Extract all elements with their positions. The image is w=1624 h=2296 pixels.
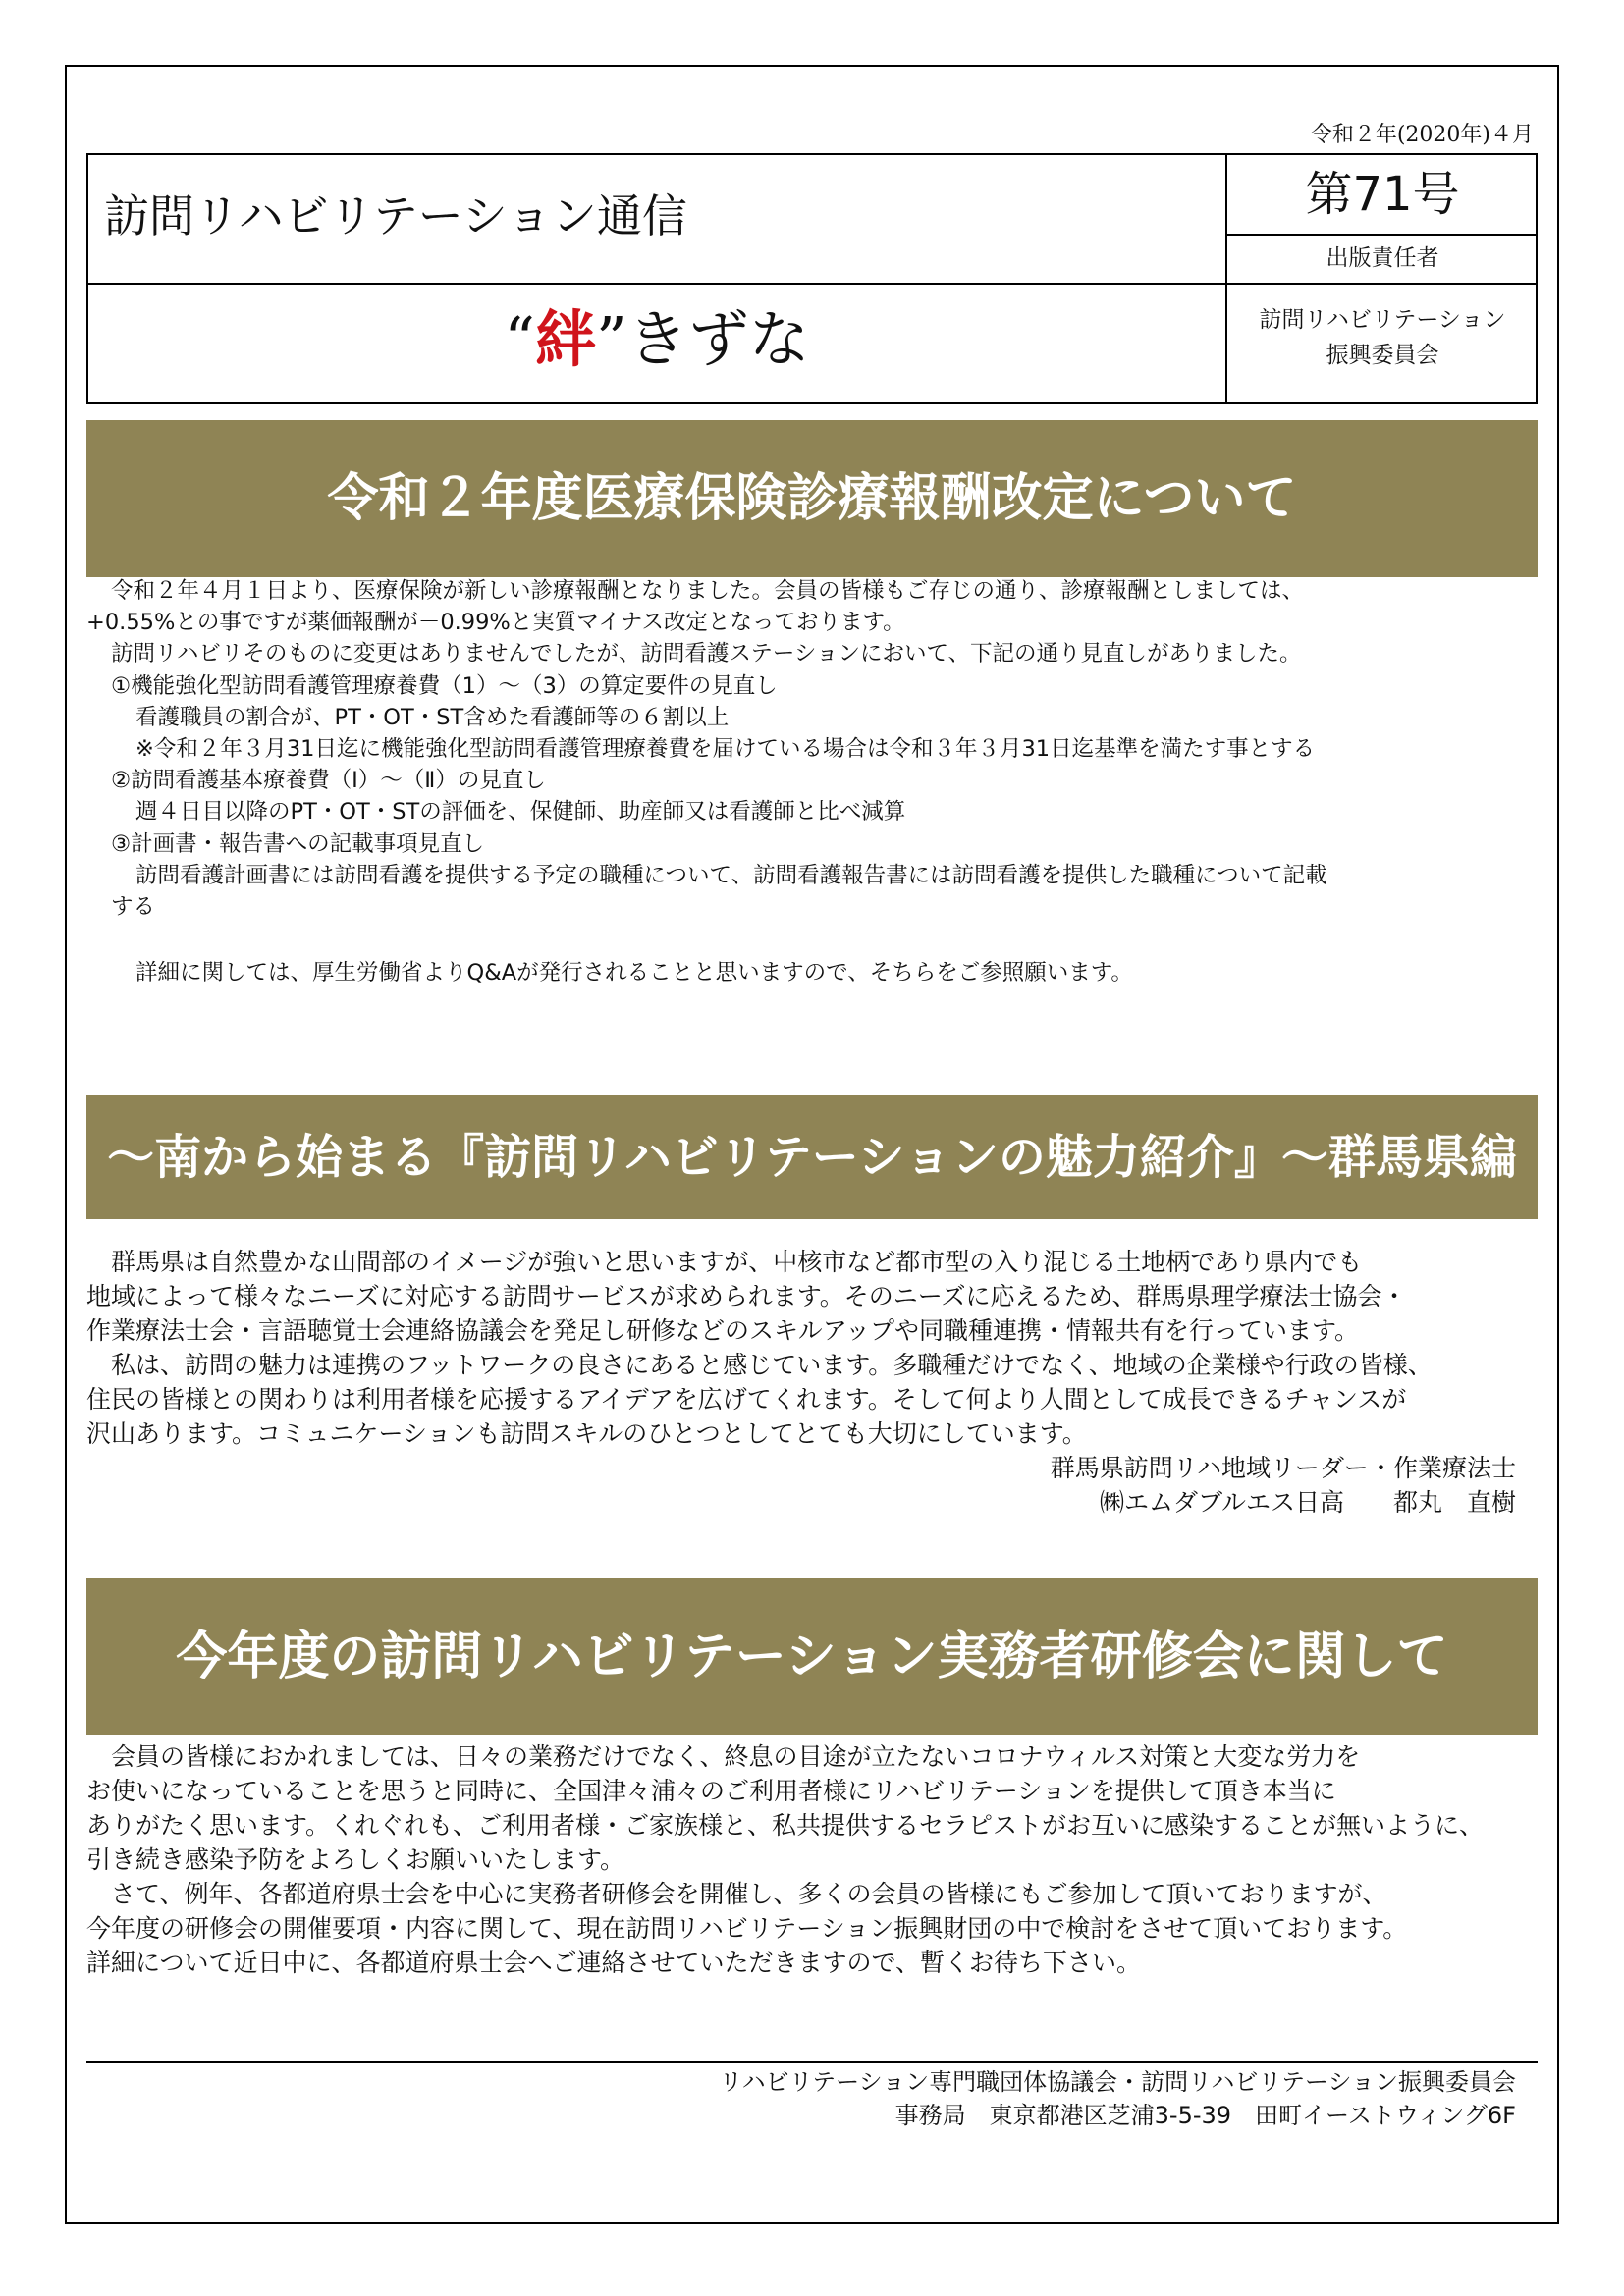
paragraph-line: +0.55%との事ですが薬価報酬が－0.99%と実質マイナス改定となっております。 — [86, 610, 905, 636]
section2-heading: ～南から始まる『訪問リハビリテーションの魅力紹介』～群馬県編 — [86, 1095, 1538, 1219]
spacer — [86, 923, 1538, 957]
list-item-note: ※令和２年３月31日迄に機能強化型訪問看護管理療養費を届けている場合は令和３年３月31日迄基準を満たす事とする — [135, 736, 1316, 763]
masthead — [86, 153, 1538, 404]
paragraph-line: ありがたく思います。くれぐれも、ご利用者様・ご家族様と、私共提供するセラピストがお互いに感染することが無いように、 — [86, 1811, 1485, 1840]
kizuna-logo — [88, 283, 1225, 404]
publisher-label: 出版責任者 — [1326, 245, 1439, 271]
paragraph-line: さて、例年、各都道府県士会を中心に実務者研修会を開催し、多くの会員の皆様にもご参加して頂いておりますが、 — [111, 1880, 1387, 1908]
list-item-detail: 看護職員の割合が、PT・OT・ST含めた看護師等の６割以上 — [135, 704, 730, 730]
section1-heading: 令和２年度医療保険診療報酬改定について — [86, 420, 1538, 577]
kizuna-open-quote: “ — [504, 303, 535, 375]
paragraph-line: 地域によって様々なニーズに対応する訪問サービスが求められます。そのニーズに応えるため、群馬県理学療法士協会・ — [86, 1282, 1407, 1310]
section3-heading: 今年度の訪問リハビリテーション実務者研修会に関して — [86, 1578, 1538, 1735]
list-item-detail: 週４日目以降のPT・OT・STの評価を、保健師、助産師又は看護師と比べ減算 — [135, 799, 906, 826]
publisher-line-2: 振興委員会 — [1326, 343, 1439, 368]
section2-body — [86, 1245, 1538, 1520]
paragraph-line: 住民の皆様との関わりは利用者様を応援するアイデアを広げてくれます。そして何より人間として成長できるチャンスが — [86, 1385, 1407, 1414]
footer-address: 事務局 東京都港区芝浦3-5-39 田町イーストウィング6F — [894, 2102, 1516, 2129]
paragraph-line: 沢山あります。コミュニケーションも訪問スキルのひとつとしてとても大切にしています。 — [86, 1419, 1087, 1448]
issue-date: 令和２年(2020年)４月 — [1310, 123, 1534, 147]
author-affiliation: 群馬県訪問リハ地域リーダー・作業療法士 — [1050, 1454, 1516, 1482]
paragraph-line: 群馬県は自然豊かな山間部のイメージが強いと思いますが、中核市など都市型の入り混じる土地柄であり県内でも — [111, 1248, 1363, 1276]
kizuna-kana: きずな — [626, 303, 810, 375]
publisher-line-1: 訪問リハビリテーション — [1259, 307, 1506, 333]
paragraph-line: 詳細について近日中に、各都道府県士会へご連絡させていただきますので、暫くお待ち下さい。 — [86, 1949, 1142, 1977]
publisher-name — [1227, 283, 1538, 404]
paragraph-line: 引き続き感染予防をよろしくお願いいたします。 — [86, 1845, 625, 1874]
paragraph-line: 作業療法士会・言語聴覚士会連絡協議会を発足し研修などのスキルアップや同職種連携・情報共有を行っています。 — [86, 1316, 1360, 1345]
paragraph-line: お使いになっていることを思うと同時に、全国津々浦々のご利用者様にリハビリテーションを提供して頂き本当に — [86, 1777, 1336, 1805]
paragraph-line: 令和２年４月１日より、医療保険が新しい診療報酬となりました。会員の皆様もご存じの通り、診療報酬としましては、 — [111, 578, 1305, 604]
paragraph-line: 今年度の研修会の開催要項・内容に関して、現在訪問リハビリテーション振興財団の中で検討をさせて頂いております。 — [86, 1914, 1408, 1943]
section3-body — [86, 1739, 1538, 1980]
list-item-detail: する — [111, 894, 156, 921]
list-item: ①機能強化型訪問看護管理療養費（1）～（3）の算定要件の見直し — [111, 672, 778, 699]
paragraph-line: 会員の皆様におかれましては、日々の業務だけでなく、終息の目途が立たないコロナウィルス対策と大変な労力を — [111, 1742, 1361, 1771]
paragraph-line: 私は、訪問の魅力は連携のフットワークの良さにあると感じています。多職種だけでなく、地域の企業様や行政の皆様、 — [111, 1351, 1433, 1379]
list-item-detail: 訪問看護計画書には訪問看護を提供する予定の職種について、訪問看護報告書には訪問看護を提供した職種について記載 — [135, 862, 1327, 888]
newsletter-title: 訪問リハビリテーション通信 — [104, 189, 687, 242]
paragraph-line: 訪問リハビリそのものに変更はありませんでしたが、訪問看護ステーションにおいて、下記の通り見直しがありました。 — [111, 641, 1302, 667]
kizuna-close-quote: ” — [596, 303, 627, 375]
issue-number: 第71号 — [1227, 155, 1538, 236]
author-name: ㈱エムダブルエス日高 都丸 直樹 — [1099, 1488, 1516, 1517]
footer-organization: リハビリテーション専門職団体協議会・訪問リハビリテーション振興委員会 — [719, 2068, 1516, 2096]
paragraph-line: 詳細に関しては、厚生労働省よりQ&Aが発行されることと思いますので、そちらをご参照願います。 — [135, 960, 1133, 987]
list-item: ③計画書・報告書への記載事項見直し — [111, 830, 485, 857]
footer-divider — [86, 2061, 1538, 2063]
section1-body — [86, 575, 1538, 988]
kizuna-kanji: 絆 — [534, 303, 596, 375]
footer — [86, 2065, 1538, 2132]
list-item: ②訪問看護基本療養費（Ⅰ）～（Ⅱ）の見直し — [111, 768, 546, 794]
